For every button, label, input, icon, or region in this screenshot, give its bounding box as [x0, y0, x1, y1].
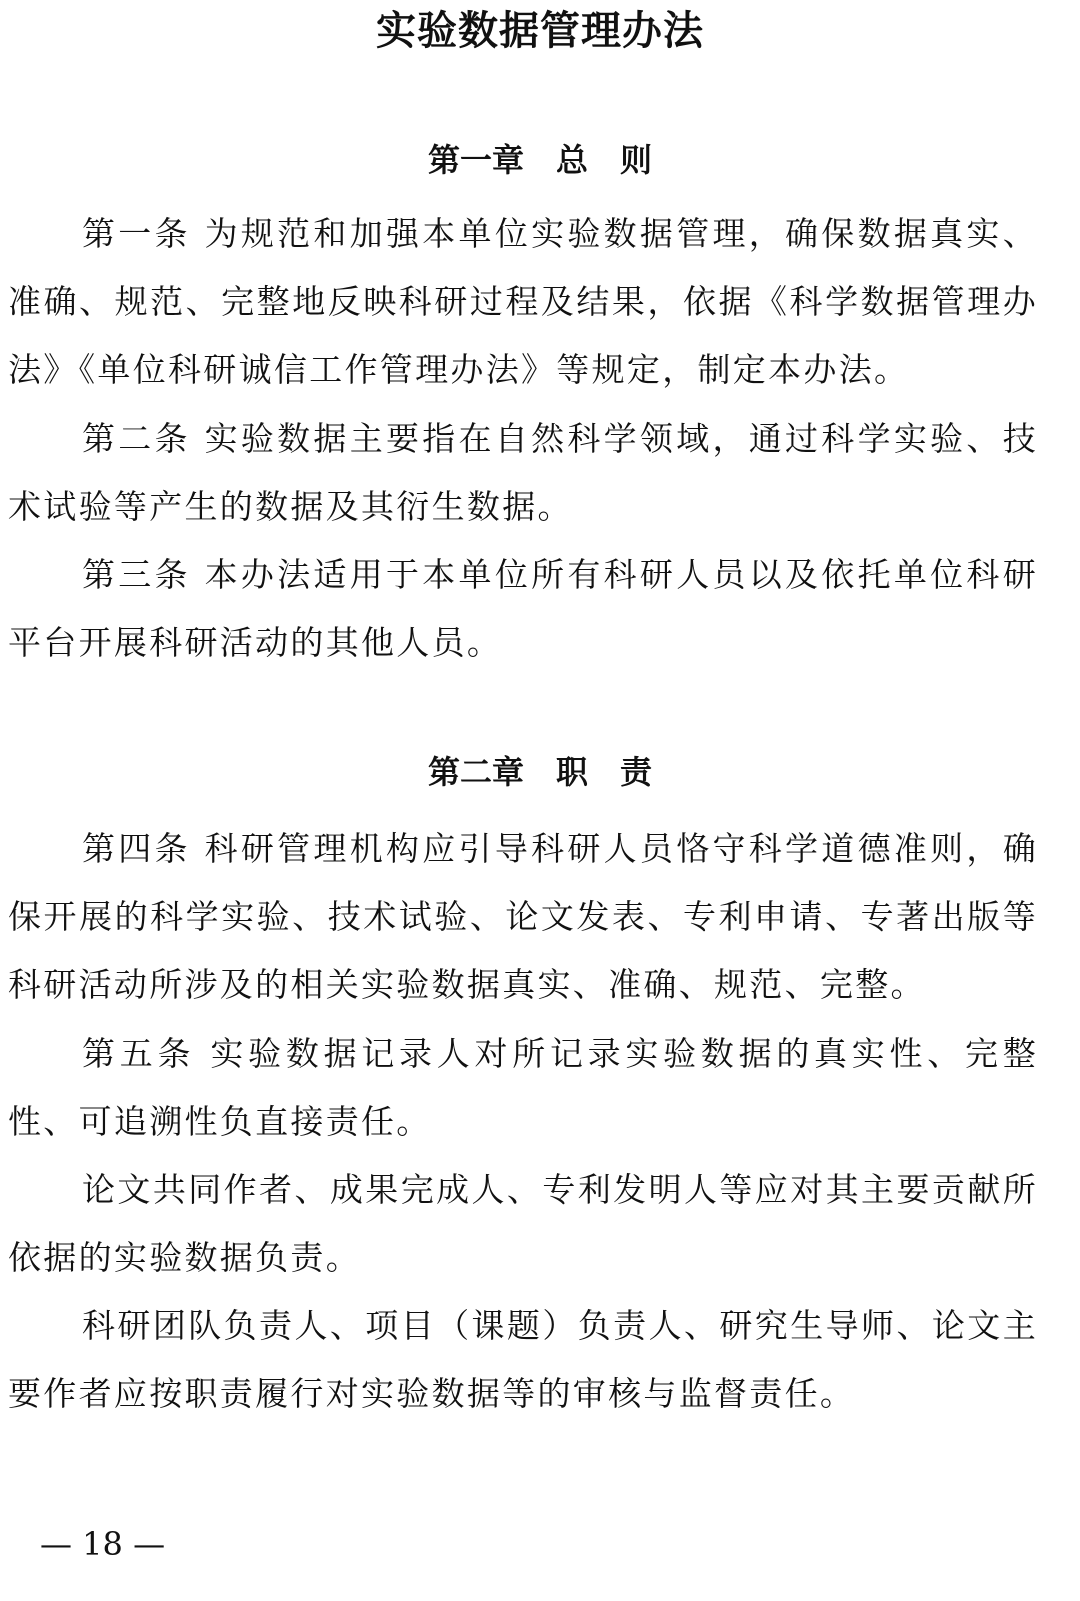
article-5-paragraph: 第五条 实验数据记录人对所记录实验数据的真实性、完整性、可追溯性负直接责任。: [8, 1034, 1038, 1141]
chapter-1-heading: 第一章 总 则: [427, 141, 652, 179]
article-4-paragraph: 第四条 科研管理机构应引导科研人员恪守科学道德准则，确保开展的科学实验、技术试验、论文发表、专利申请、专著出版等科研活动所涉及的相关实验数据真实、准确、规范、完整。: [8, 829, 1038, 1004]
article-5-paragraph-3: 科研团队负责人、项目（课题）负责人、研究生导师、论文主要作者应按职责履行对实验数据等的审核与监督责任。: [8, 1306, 1038, 1413]
article-3-paragraph: 第三条 本办法适用于本单位所有科研人员以及依托单位科研平台开展科研活动的其他人员。: [8, 555, 1038, 662]
page-number: — 18 —: [40, 1525, 166, 1563]
article-2-paragraph: 第二条 实验数据主要指在自然科学领域，通过科学实验、技术试验等产生的数据及其衍生数据。: [8, 419, 1038, 526]
article-1-paragraph: 第一条 为规范和加强本单位实验数据管理，确保数据真实、准确、规范、完整地反映科研过程及结果，依据《科学数据管理办法》《单位科研诚信工作管理办法》等规定，制定本办法。: [8, 214, 1038, 389]
document-title: 实验数据管理办法: [376, 8, 704, 54]
article-5-paragraph-2: 论文共同作者、成果完成人、专利发明人等应对其主要贡献所依据的实验数据负责。: [8, 1170, 1038, 1277]
chapter-2-heading: 第二章 职 责: [427, 753, 652, 791]
